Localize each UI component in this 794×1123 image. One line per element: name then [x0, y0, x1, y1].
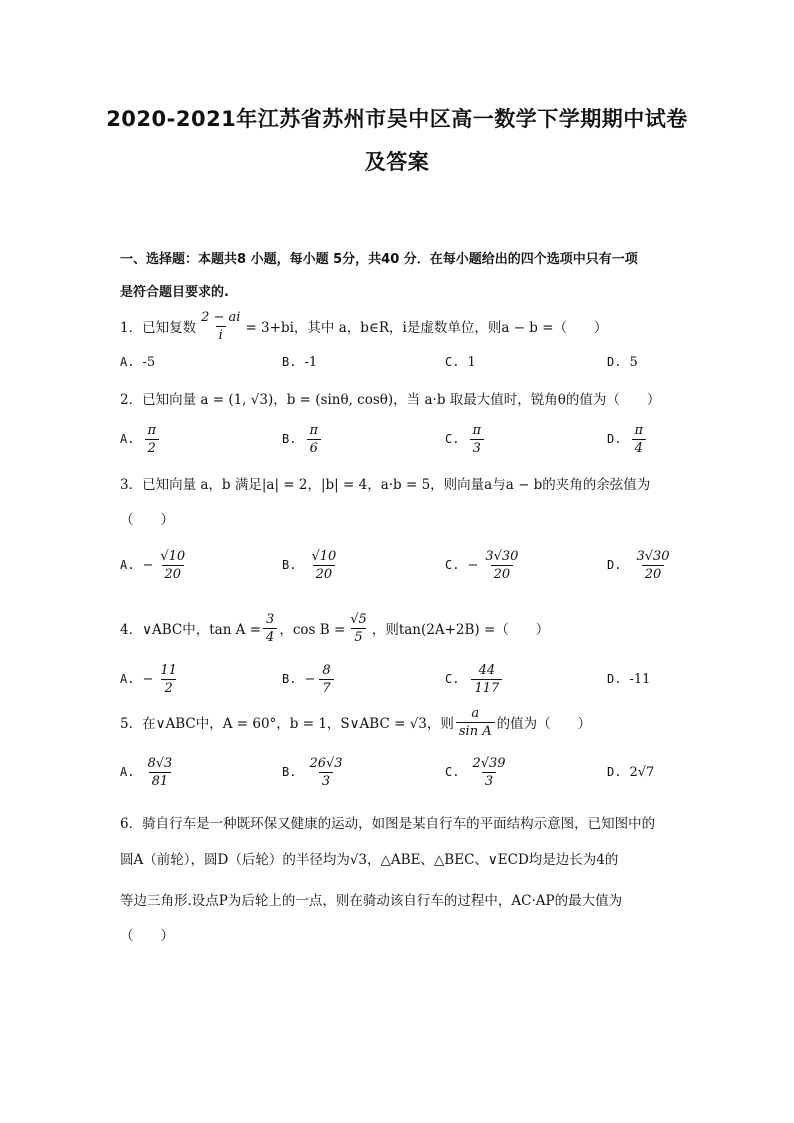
option-value: 2√7 [629, 764, 655, 780]
option-a[interactable] [120, 657, 182, 701]
question-5-options [120, 750, 680, 794]
option-fraction [482, 549, 521, 582]
fraction-denominator: 2 [161, 679, 175, 696]
option-value: 1 [467, 354, 476, 370]
question-1-rest: = 3+bi，其中 a，b∈R，i是虚数单位，则a − b =（ ） [245, 320, 608, 336]
fraction-numerator: 3 [266, 611, 275, 627]
option-value: 5 [629, 354, 638, 370]
fraction-denominator: 117 [471, 679, 502, 696]
option-label: C. [445, 558, 460, 572]
option-c[interactable] [445, 657, 504, 701]
fraction-denominator: 81 [149, 772, 172, 789]
option-b[interactable] [282, 417, 323, 461]
option-fraction [157, 549, 188, 582]
question-4-rest: ，则tan(2A+2B) =（ ） [371, 622, 550, 638]
option-sign: − [142, 557, 154, 573]
option-a[interactable] [120, 750, 177, 794]
question-5 [120, 700, 591, 744]
option-b[interactable] [282, 657, 336, 701]
fraction-denominator: 20 [642, 565, 665, 582]
option-fraction [471, 663, 502, 696]
option-value: -11 [629, 671, 651, 687]
question-4-options [120, 657, 680, 701]
option-label: D. [607, 558, 622, 572]
fraction-denominator: 20 [491, 565, 514, 582]
answer-parentheses: （ ） [120, 928, 174, 944]
question-3-options [120, 543, 680, 587]
option-c[interactable] [445, 750, 511, 794]
option-label: B. [282, 558, 297, 572]
fraction-numerator: a [471, 705, 480, 721]
fraction-numerator: 8√3 [147, 755, 173, 771]
fraction-denominator: 6 [307, 439, 321, 456]
fraction-denominator: 3 [319, 772, 333, 789]
question-4-fraction-2 [347, 612, 370, 645]
option-d[interactable] [607, 417, 648, 461]
question-4-fraction-1 [263, 612, 277, 645]
option-label: C. [445, 672, 460, 686]
section-heading-continued: 是符合题目要求的. [120, 285, 229, 300]
question-5-rest: 的值为（ ） [496, 716, 592, 732]
fraction-denominator: sin A [456, 722, 495, 739]
document-title-continued: 及答案 [364, 150, 430, 174]
question-1-options [120, 340, 680, 384]
question-4-middle: ，cos B = [279, 622, 346, 638]
fraction-numerator: π [147, 422, 156, 438]
option-fraction [469, 423, 484, 456]
option-label: B. [282, 355, 297, 369]
option-c[interactable] [445, 417, 486, 461]
question-1-fraction [198, 310, 243, 343]
option-fraction [144, 423, 159, 456]
fraction-numerator: 8 [322, 662, 331, 678]
option-fraction [157, 663, 180, 696]
option-label: A. [120, 672, 135, 686]
option-fraction [306, 756, 345, 789]
fraction-denominator: i [216, 326, 226, 343]
question-4 [120, 606, 549, 650]
fraction-numerator: √5 [350, 611, 367, 627]
option-a[interactable] [120, 543, 190, 587]
question-6-line-2: 圆A（前轮），圆D（后轮）的半径均为√3，△ABE、△BEC、∨ECD均是边长为4的 [120, 852, 619, 868]
question-2-options [120, 417, 680, 461]
fraction-denominator: 20 [162, 565, 185, 582]
fraction-denominator: 4 [632, 439, 646, 456]
fraction-numerator: π [309, 422, 318, 438]
option-label: D. [607, 672, 622, 686]
fraction-numerator: π [634, 422, 643, 438]
fraction-denominator: 3 [482, 772, 496, 789]
question-5-fraction [456, 706, 495, 739]
option-label: A. [120, 765, 135, 779]
option-d[interactable] [607, 340, 638, 384]
fraction-denominator: 4 [263, 628, 277, 645]
fraction-numerator: 26√3 [309, 755, 343, 771]
option-label: C. [445, 765, 460, 779]
option-fraction [469, 756, 508, 789]
option-fraction [306, 423, 321, 456]
option-a[interactable] [120, 417, 161, 461]
question-6-line-3: 等边三角形.设点P为后轮上的一点，则在骑动该自行车的过程中，AC·AP的最大值为 [120, 893, 623, 909]
question-2: 2．已知向量 a = (1, √3)，b = (sinθ, cosθ)，当 a·b 取最大值时，锐角θ的值为（ ） [120, 392, 661, 408]
option-a[interactable] [120, 340, 155, 384]
fraction-denominator: 3 [470, 439, 484, 456]
fraction-numerator: 3√30 [485, 548, 519, 564]
option-d[interactable] [607, 543, 675, 587]
option-sign: − [142, 671, 154, 687]
document-title: 2020-2021年江苏省苏州市吴中区高一数学下学期期中试卷 [106, 107, 688, 131]
option-label: A. [120, 355, 135, 369]
option-label: A. [120, 558, 135, 572]
option-b[interactable] [282, 750, 348, 794]
fraction-numerator: 2 − ai [201, 309, 241, 325]
fraction-denominator: 5 [351, 628, 365, 645]
answer-parentheses: （ ） [120, 512, 174, 528]
question-5-lead: 5．在∨ABC中，A = 60°，b = 1，S∨ABC = √3，则 [120, 716, 454, 732]
option-fraction [631, 423, 646, 456]
option-label: C. [445, 355, 460, 369]
option-fraction [144, 756, 175, 789]
option-c[interactable] [445, 543, 523, 587]
question-4-lead: 4．∨ABC中，tan A = [120, 622, 262, 638]
question-3: 3．已知向量 a，b 满足|a| = 2，|b| = 4，a·b = 5，则向量a与a − b的夹角的余弦值为 [120, 477, 651, 493]
option-label: A. [120, 432, 135, 446]
option-d[interactable] [607, 750, 654, 794]
option-b[interactable] [282, 340, 317, 384]
fraction-numerator: π [472, 422, 481, 438]
option-fraction [633, 549, 672, 582]
option-label: D. [607, 355, 622, 369]
option-c[interactable] [445, 340, 476, 384]
option-fraction [308, 549, 339, 582]
question-1-lead: 1．已知复数 [120, 320, 197, 336]
option-sign: − [304, 671, 316, 687]
option-value: -1 [304, 354, 318, 370]
option-label: D. [607, 432, 622, 446]
option-label: B. [282, 672, 297, 686]
option-label: D. [607, 765, 622, 779]
fraction-denominator: 7 [319, 679, 333, 696]
question-6: 6．骑自行车是一种既环保又健康的运动，如图是某自行车的平面结构示意图，已知图中的 [120, 816, 656, 832]
option-d[interactable] [607, 657, 650, 701]
option-b[interactable] [282, 543, 341, 587]
option-label: B. [282, 432, 297, 446]
fraction-numerator: 44 [478, 662, 496, 678]
fraction-numerator: 3√30 [636, 548, 670, 564]
option-value: -5 [142, 354, 156, 370]
fraction-numerator: 2√39 [472, 755, 506, 771]
option-label: B. [282, 765, 297, 779]
fraction-denominator: 20 [313, 565, 336, 582]
option-label: C. [445, 432, 460, 446]
section-heading: 一、选择题：本题共8 小题，每小题 5分，共40 分．在每小题给出的四个选项中只有一项 [120, 252, 638, 267]
fraction-numerator: 11 [160, 662, 177, 678]
fraction-numerator: √10 [311, 548, 337, 564]
fraction-denominator: 2 [145, 439, 159, 456]
option-fraction [319, 663, 333, 696]
fraction-numerator: √10 [160, 548, 186, 564]
option-sign: − [467, 557, 479, 573]
